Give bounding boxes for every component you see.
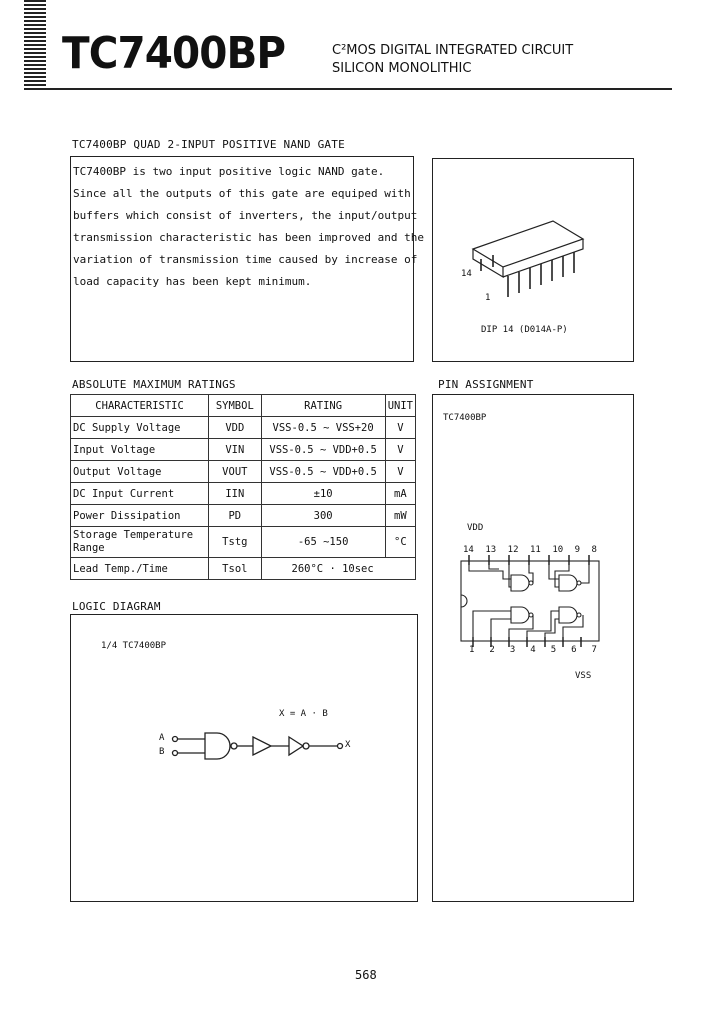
table-cell: DC Input Current [71, 483, 209, 505]
pin-number: 4 [530, 645, 536, 655]
table-cell: IIN [209, 483, 261, 505]
table-cell: mW [385, 505, 415, 527]
pin-number: 9 [574, 545, 581, 555]
table-cell: DC Supply Voltage [71, 417, 209, 439]
column-header: UNIT [385, 395, 415, 417]
pin-number: 10 [552, 545, 564, 555]
input-a-label: A [159, 733, 165, 743]
pinout-schematic [433, 395, 633, 695]
ratings-table [70, 394, 416, 580]
logic-diagram-heading: LOGIC DIAGRAM [72, 600, 161, 613]
pin-number: 7 [591, 645, 597, 655]
toshiba-logo-bars [24, 0, 46, 88]
table-row [71, 558, 416, 580]
table-cell: 300 [261, 505, 385, 527]
table-cell: Storage Temperature Range [71, 527, 209, 558]
table-cell: VSS-0.5 ~ VSS+20 [261, 417, 385, 439]
description-heading: TC7400BP QUAD 2-INPUT POSITIVE NAND GATE [72, 138, 345, 151]
table-row [71, 483, 416, 505]
table-cell: mA [385, 483, 415, 505]
document-subtitle [332, 42, 573, 78]
pin-assignment-heading: PIN ASSIGNMENT [438, 378, 534, 391]
table-cell: VIN [209, 439, 261, 461]
table-cell: Lead Temp./Time [71, 558, 209, 580]
table-cell: Tstg [209, 527, 261, 558]
description-line: variation of transmission time caused by increase of [73, 253, 418, 266]
logic-diagram-box [70, 614, 418, 902]
column-header: SYMBOL [209, 395, 261, 417]
pin-number: 13 [485, 545, 497, 555]
description-line: TC7400BP is two input positive logic NAND gate. [73, 165, 385, 178]
table-cell: Power Dissipation [71, 505, 209, 527]
ratings-heading: ABSOLUTE MAXIMUM RATINGS [72, 378, 236, 391]
vdd-label: VDD [467, 523, 484, 533]
table-row [71, 417, 416, 439]
table-cell: 260°C · 10sec [261, 558, 415, 580]
table-cell: Output Voltage [71, 461, 209, 483]
output-x-label: X [345, 740, 351, 750]
table-cell: VSS-0.5 ~ VDD+0.5 [261, 439, 385, 461]
table-row [71, 527, 416, 558]
nand-logic-schematic [71, 615, 417, 901]
table-cell: V [385, 417, 415, 439]
description-line: buffers which consist of inverters, the input/output [73, 209, 418, 222]
description-line: transmission characteristic has been improved and the [73, 231, 424, 244]
pin-number: 5 [550, 645, 557, 655]
logic-equation: X = A · B [279, 709, 328, 719]
input-b-label: B [159, 747, 165, 757]
pin-number: 8 [591, 545, 597, 555]
description-line: Since all the outputs of this gate are equiped with [73, 187, 411, 200]
column-header: CHARACTERISTIC [71, 395, 209, 417]
header-rule [24, 88, 672, 90]
table-row [71, 439, 416, 461]
package-pin14-label: 14 [461, 269, 472, 279]
subtitle-line-2: SILICON MONOLITHIC [332, 61, 472, 76]
table-cell: -65 ~150 [261, 527, 385, 558]
table-cell: V [385, 439, 415, 461]
table-cell: °C [385, 527, 415, 558]
vss-label: VSS [575, 671, 592, 681]
package-box [432, 158, 634, 362]
column-header: RATING [261, 395, 385, 417]
pin-number: 6 [571, 645, 577, 655]
table-cell: VDD [209, 417, 261, 439]
table-row [71, 461, 416, 483]
logic-fraction-label: 1/4 TC7400BP [101, 641, 167, 651]
pin-assignment-part-label: TC7400BP [443, 413, 487, 423]
table-cell: V [385, 461, 415, 483]
pin-number: 3 [509, 645, 516, 655]
ratings-header-row [71, 395, 416, 417]
pin-number: 1 [469, 645, 475, 655]
table-row [71, 505, 416, 527]
table-cell: Input Voltage [71, 439, 209, 461]
pin-number: 14 [463, 545, 474, 555]
table-cell: Tsol [209, 558, 261, 580]
description-line: load capacity has been kept minimum. [73, 275, 312, 288]
table-cell: VOUT [209, 461, 261, 483]
subtitle-line-1: C²MOS DIGITAL INTEGRATED CIRCUIT [332, 43, 574, 58]
description-box [70, 156, 424, 362]
part-number-title: TC7400BP [62, 28, 286, 79]
table-cell: ±10 [261, 483, 385, 505]
pin-number: 11 [529, 545, 541, 555]
pin-number: 12 [507, 545, 519, 555]
package-pin1-label: 1 [485, 293, 491, 303]
table-cell: PD [209, 505, 261, 527]
page-number: 568 [355, 968, 377, 982]
pin-number: 2 [489, 645, 495, 655]
pin-assignment-box [432, 394, 634, 902]
table-cell: VSS-0.5 ~ VDD+0.5 [261, 461, 385, 483]
package-caption: DIP 14 (D014A-P) [481, 325, 568, 335]
